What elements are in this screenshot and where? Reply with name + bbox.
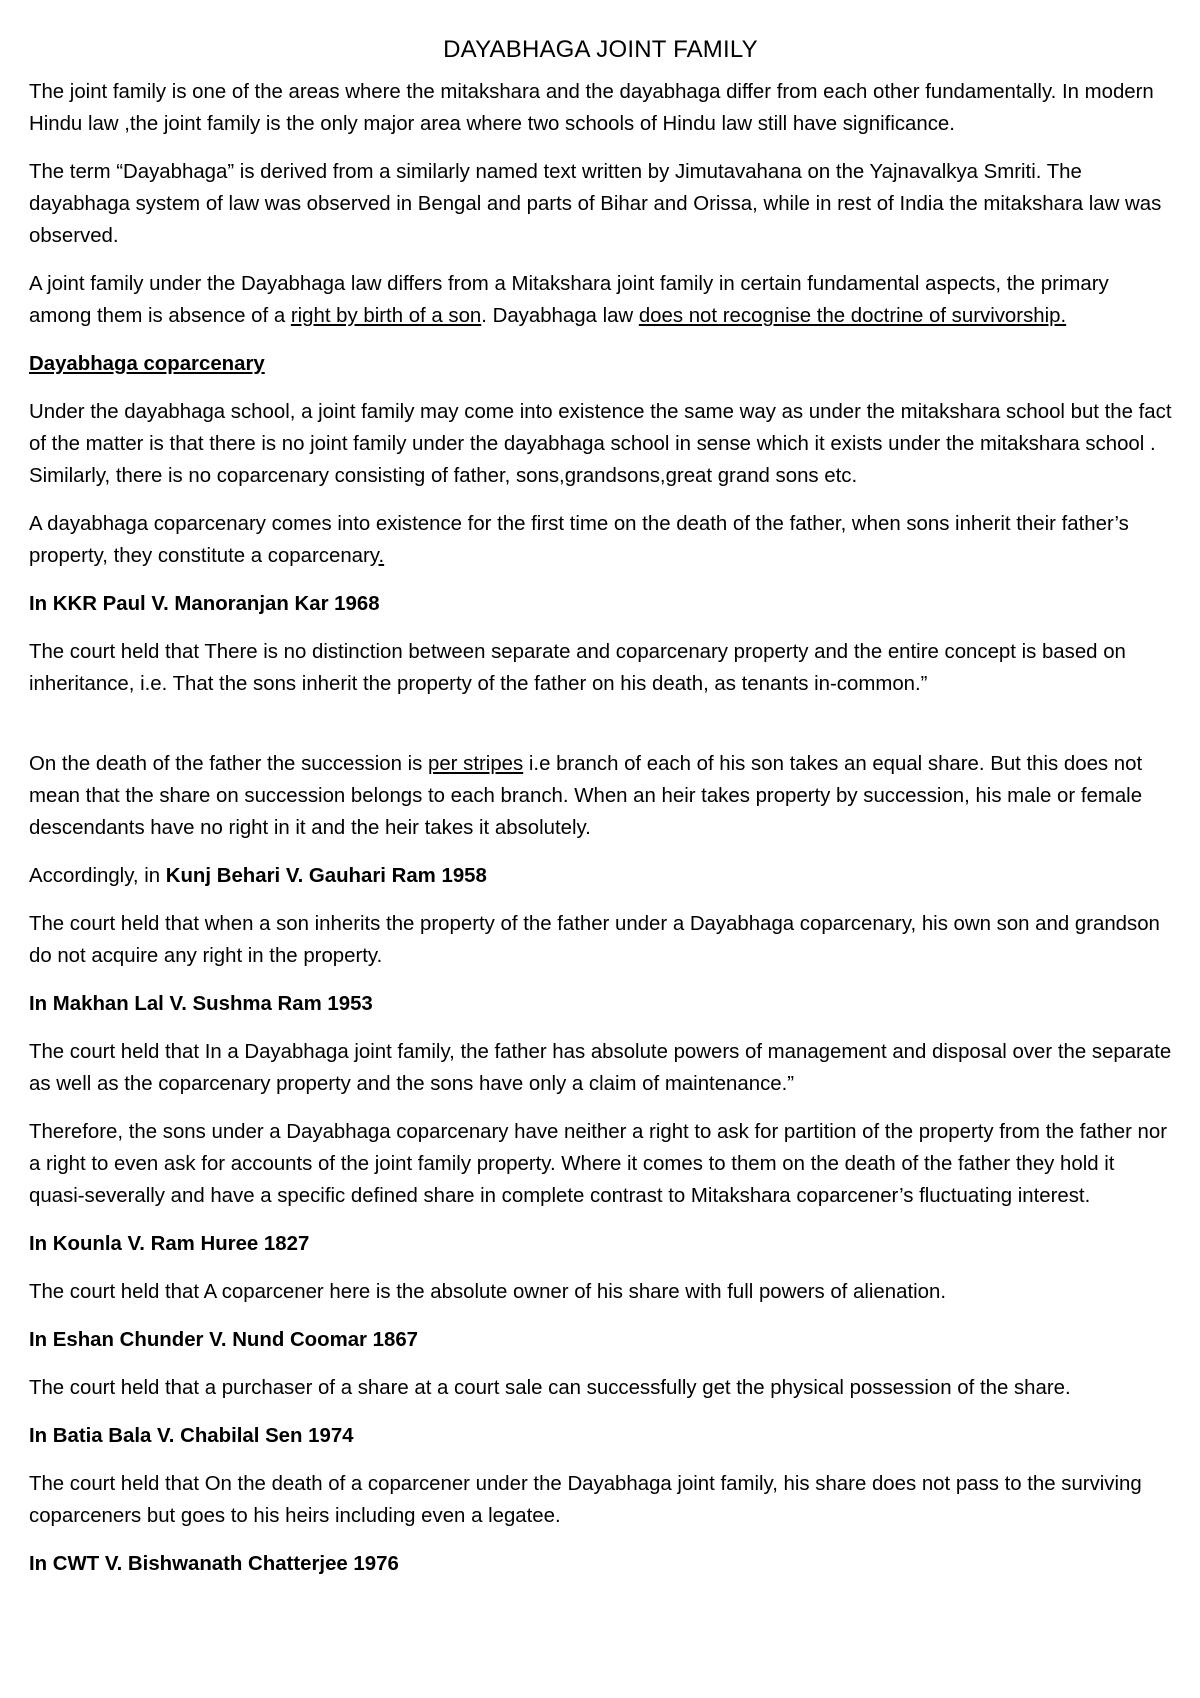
case-heading-eshan-chunder: In Eshan Chunder V. Nund Coomar 1867: [29, 1329, 419, 1351]
paragraph-term-origin: The term “Dayabhaga” is derived from a similarly named text written by Jimutavahana on the Yajnavalkya Smriti. The dayabhaga system of law was observed in Bengal and parts of Bihar and Orissa, while in rest of India the mitakshara law was observed.: [29, 161, 1162, 247]
paragraph-kkr-paul-holding: The court held that There is no distinction between separate and coparcenary property and the entire concept is based on inheritance, i.e. That the sons inherit the property of the father on his death, as tenants in-common.”: [29, 641, 1126, 695]
paragraph-kunj-behari-holding: The court held that when a son inherits the property of the father under a Dayabhaga coparcenary, his own son and grandson do not acquire any right in the property.: [29, 913, 1160, 967]
text-run: i.e branch of each of his son takes an equal share. But this does not mean that the share on succession belongs to each branch. When an heir takes property by succession, his male or female descendants have no right in it and the heir takes it absolutely.: [29, 753, 1143, 839]
paragraph-batia-bala-holding: The court held that On the death of a coparcener under the Dayabhaga joint family, his share does not pass to the surviving coparceners but goes to his heirs including even a legatee.: [29, 1473, 1142, 1527]
case-heading-makhan-lal: In Makhan Lal V. Sushma Ram 1953: [29, 993, 373, 1015]
case-heading-kunj-behari: [29, 860, 1172, 892]
text-run: On the death of the father the succession is: [29, 753, 428, 775]
text-run: A joint family under the Dayabhaga law differs from a Mitakshara joint family in certain fundamental aspects, the primary among them is absence of a: [29, 273, 1109, 327]
paragraph-coparcenary-formation: [29, 508, 1172, 572]
paragraph-eshan-chunder-holding: The court held that a purchaser of a share at a court sale can successfully get the physical possession of the share.: [29, 1377, 1071, 1399]
case-heading-batia-bala: In Batia Bala V. Chabilal Sen 1974: [29, 1425, 354, 1447]
paragraph-per-stripes: [29, 748, 1172, 844]
section-heading-coparcenary: Dayabhaga coparcenary: [29, 353, 265, 375]
paragraph-kounla-holding: The court held that A coparcener here is the absolute owner of his share with full powers of alienation.: [29, 1281, 946, 1303]
paragraph-differences: [29, 268, 1172, 332]
case-heading-kkr-paul: In KKR Paul V. Manoranjan Kar 1968: [29, 593, 380, 615]
paragraph-intro: The joint family is one of the areas where the mitakshara and the dayabhaga differ from each other fundamentally. In modern Hindu law ,the joint family is the only major area where two schools of Hindu law still have significance.: [29, 81, 1154, 135]
underlined-phrase-per-stripes: per stripes: [428, 753, 524, 775]
underlined-phrase-survivorship: does not recognise the doctrine of survivorship.: [638, 305, 1067, 327]
text-run: Accordingly, in: [29, 865, 166, 887]
case-heading-kounla: In Kounla V. Ram Huree 1827: [29, 1233, 310, 1255]
document-title: DAYABHAGA JOINT FAMILY: [443, 36, 758, 63]
paragraph-dayabhaga-school: Under the dayabhaga school, a joint family may come into existence the same way as under the mitakshara school but the fact of the matter is that there is no joint family under the dayabhaga school in sense which it exists under the mitakshara school . Similarly, there is no coparcenary consisting of father, sons,grandsons,great grand sons etc.: [29, 401, 1172, 487]
underlined-phrase-right-by-birth: right by birth of a son: [290, 305, 482, 327]
underlined-period: .: [378, 545, 385, 567]
paragraph-makhan-lal-holding: The court held that In a Dayabhaga joint family, the father has absolute powers of management and disposal over the separate as well as the coparcenary property and the sons have only a claim of maintenance.”: [29, 1041, 1172, 1095]
blank-line: [29, 716, 1172, 748]
text-run: . Dayabhaga law: [481, 305, 639, 327]
paragraph-sons-rights: Therefore, the sons under a Dayabhaga coparcenary have neither a right to ask for partition of the property from the father nor a right to even ask for accounts of the joint family property. Where it comes to them on the death of the father they hold it quasi-severally and have a specific defined share in complete contrast to Mitakshara coparcener’s fluctuating interest.: [29, 1121, 1167, 1207]
case-heading-cwt: In CWT V. Bishwanath Chatterjee 1976: [29, 1553, 399, 1575]
case-name-kunj-behari: Kunj Behari V. Gauhari Ram 1958: [165, 865, 487, 887]
text-run: A dayabhaga coparcenary comes into existence for the first time on the death of the father, when sons inherit their father’s property, they constitute a coparcenary: [29, 513, 1129, 567]
